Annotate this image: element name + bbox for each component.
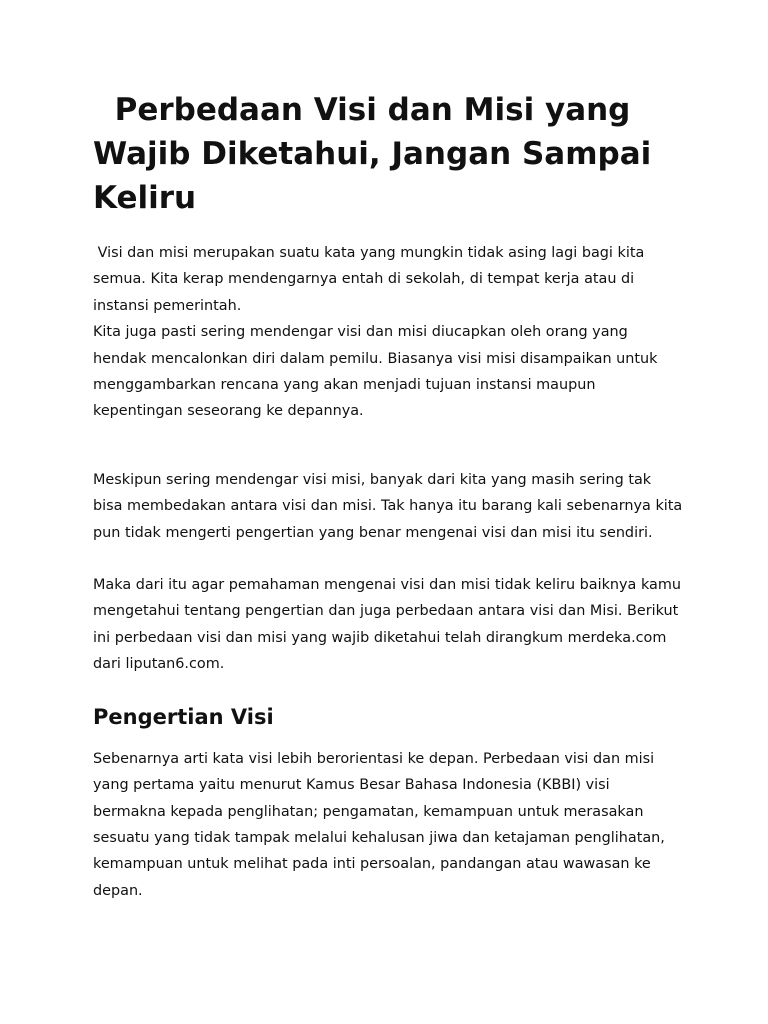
paragraph-summary: Maka dari itu agar pemahaman mengenai visi dan misi tidak keliru baiknya kamu mengetahui tentang pengertian dan juga perbedaan antara visi dan Misi. Berikut ini perbedaan visi dan misi yang wajib diketahui telah dirangkum merdeka.com dari liputan6.com.	[93, 577, 686, 673]
paragraph-visi-definition: Sebenarnya arti kata visi lebih berorientasi ke depan. Perbedaan visi dan misi yang pertama yaitu menurut Kamus Besar Bahasa Indonesia (KBBI) visi bermakna kepada penglihatan; pengamatan, kemampuan untuk merasakan sesuatu yang tidak tampak melalui kehalusan jiwa dan ketajaman penglihatan, kemampuan untuk melihat pada inti persoalan, pandangan atau wawasan ke depan.	[93, 750, 670, 899]
paragraph-intro: Visi dan misi merupakan suatu kata yang mungkin tidak asing lagi bagi kita semua. Kita kerap mendengarnya entah di sekolah, di tempat kerja atau di instansi pemerintah.	[93, 245, 649, 314]
paragraph-confusion: Meskipun sering mendengar visi misi, banyak dari kita yang masih sering tak bisa membedakan antara visi dan misi. Tak hanya itu barang kali sebenarnya kita pun tidak mengerti pengertian yang benar mengenai visi dan misi itu sendiri.	[93, 471, 687, 541]
document-page	[93, 88, 687, 904]
spacer	[93, 678, 683, 702]
spacer	[93, 546, 683, 572]
paragraph-election: Kita juga pasti sering mendengar visi dan misi diucapkan oleh orang yang hendak mencalonkan diri dalam pemilu. Biasanya visi misi disampaikan untuk menggambarkan rencana yang akan menjadi tujuan instansi maupun kepentingan seseorang ke depannya.	[93, 324, 663, 420]
section-heading-visi: Pengertian Visi	[93, 704, 274, 729]
spacer	[93, 425, 683, 467]
article-title: Perbedaan Visi dan Misi yang Wajib Diketahui, Jangan Sampai Keliru	[93, 92, 663, 216]
